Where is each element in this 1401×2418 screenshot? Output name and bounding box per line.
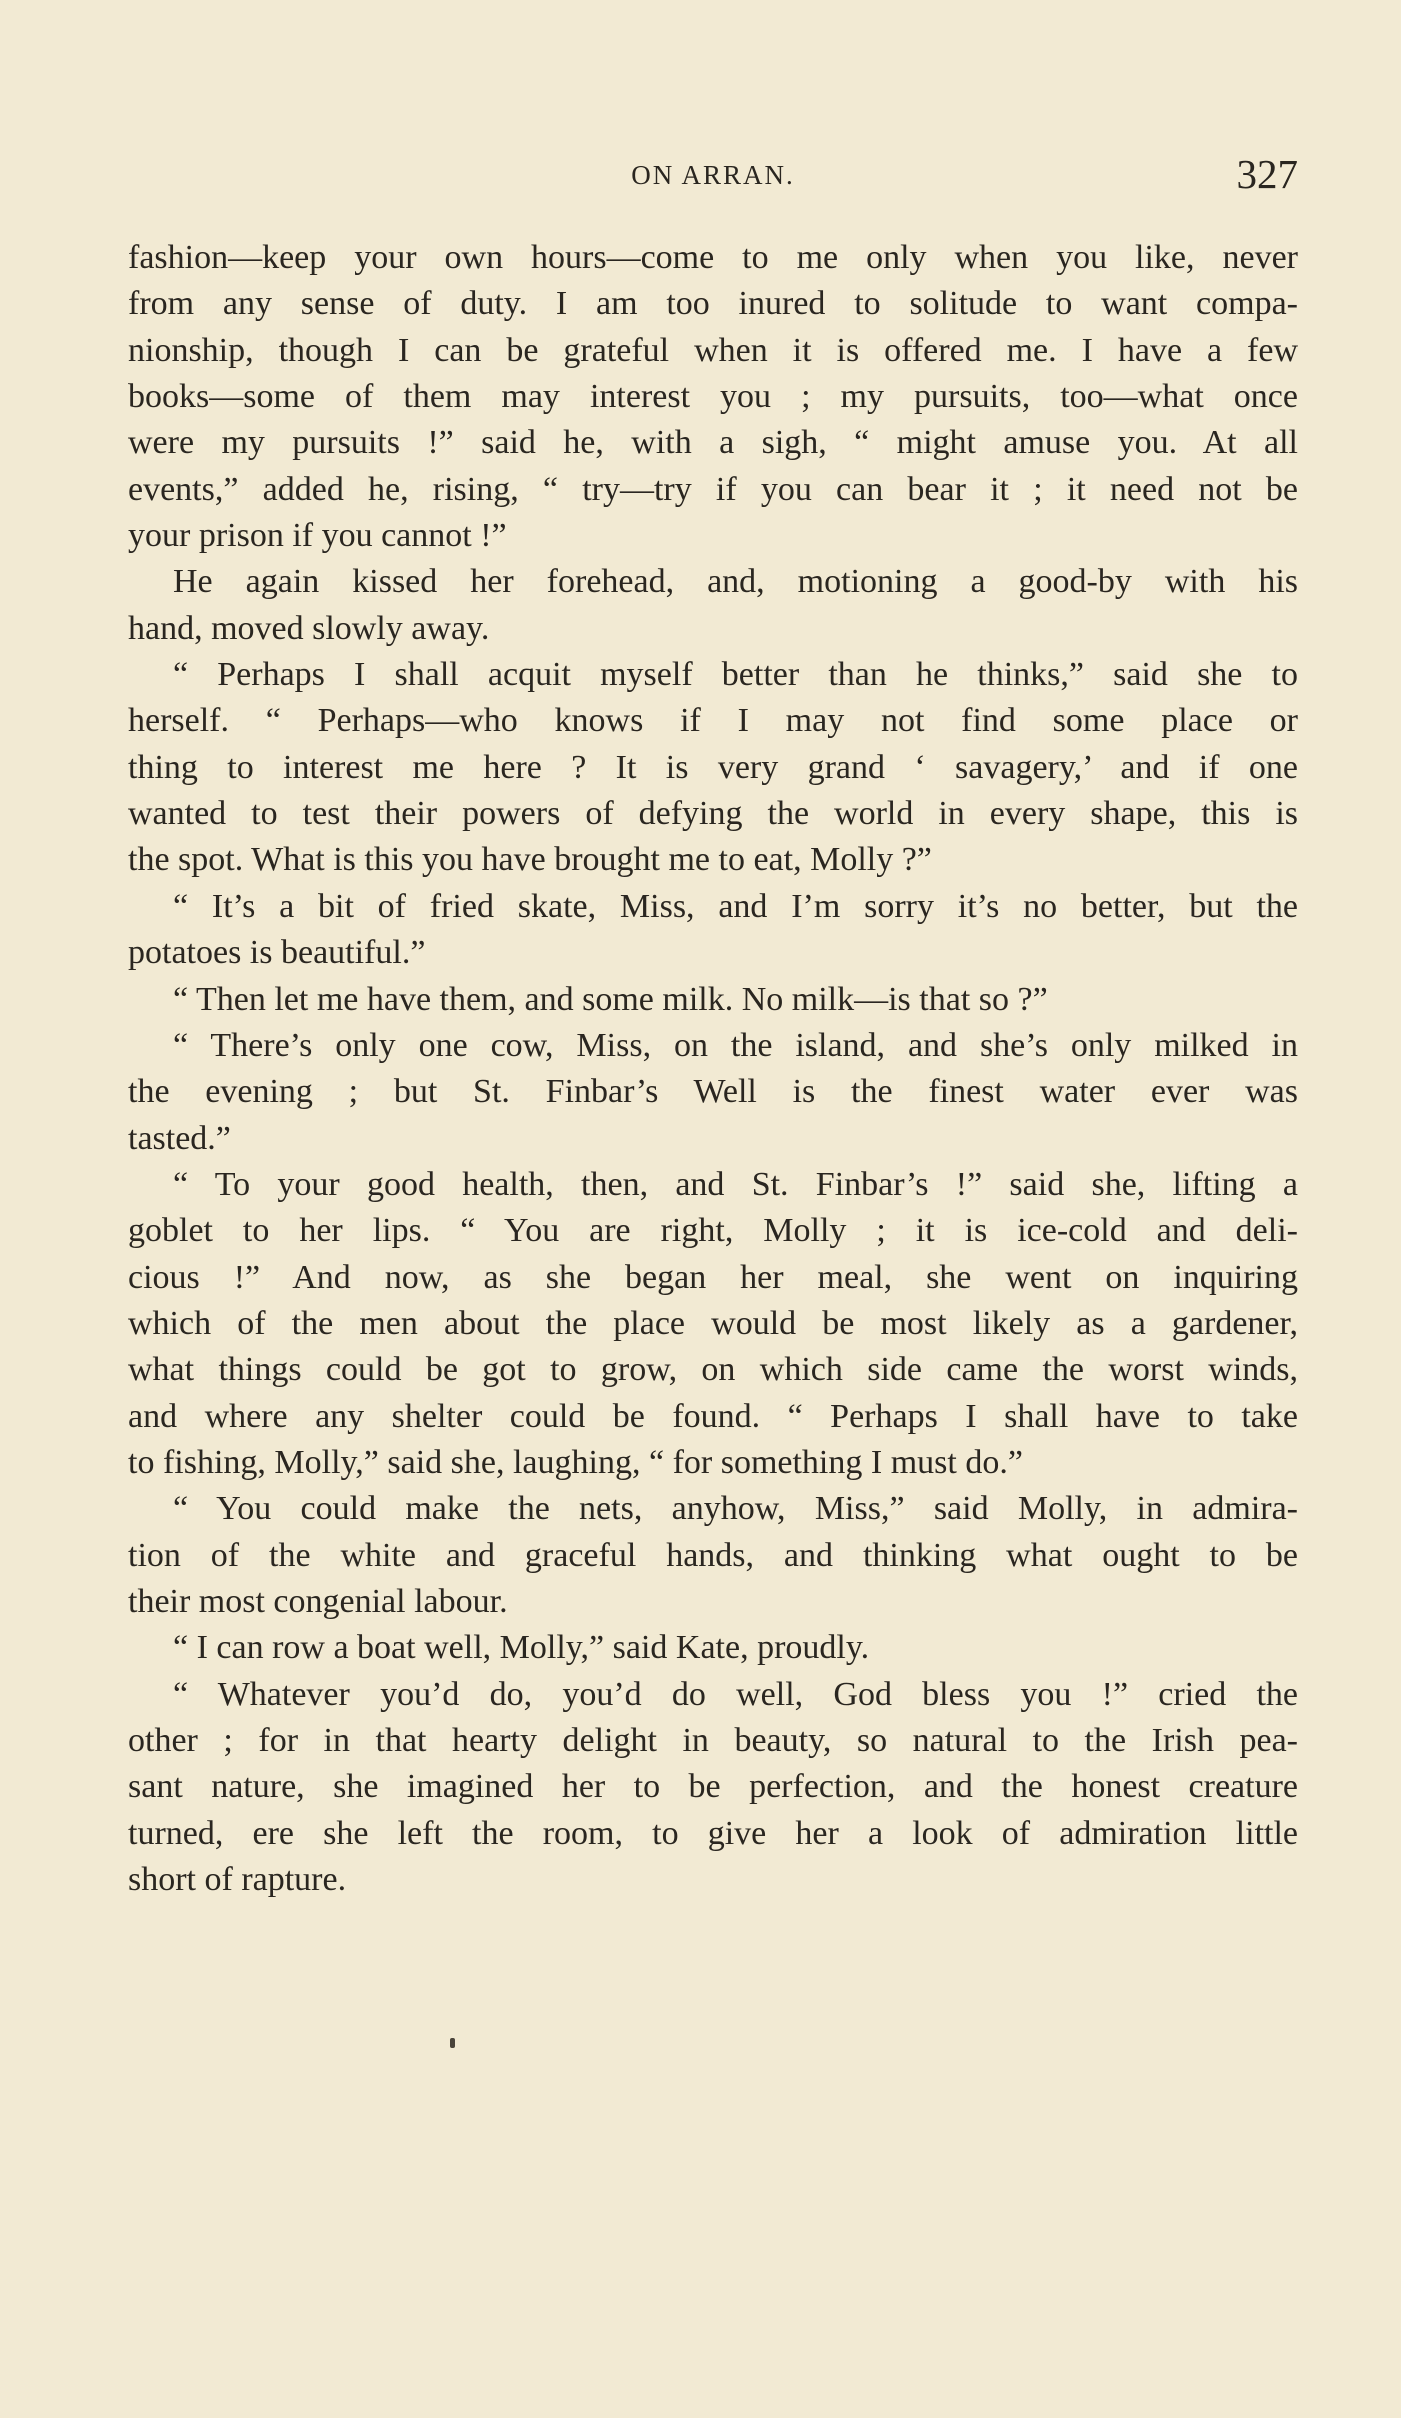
text-line: the spot. What is this you have brought me to eat, Molly ?” bbox=[128, 841, 932, 879]
body-text bbox=[128, 235, 1298, 1903]
text-line: “ Whatever you’d do, you’d do well, God bless you !” cried the bbox=[173, 1675, 1298, 1713]
text-line: the evening ; but St. Finbar’s Well is the finest water ever was bbox=[128, 1073, 1298, 1111]
running-head bbox=[128, 150, 1298, 210]
text-line: herself. “ Perhaps—who knows if I may not find some place or bbox=[128, 702, 1298, 740]
text-line: wanted to test their powers of defying the world in every shape, this is bbox=[128, 795, 1298, 833]
text-line: fashion—keep your own hours—come to me only when you like, never bbox=[128, 239, 1298, 276]
text-line: other ; for in that hearty delight in beauty, so natural to the Irish pea- bbox=[128, 1722, 1298, 1759]
text-line: “ It’s a bit of fried skate, Miss, and I’m sorry it’s no better, but the bbox=[173, 887, 1298, 925]
text-line: “ Perhaps I shall acquit myself better than he thinks,” said she to bbox=[173, 656, 1298, 694]
text-line: which of the men about the place would be most likely as a gardener, bbox=[128, 1304, 1298, 1342]
text-line: turned, ere she left the room, to give her a look of admiration little bbox=[128, 1814, 1298, 1852]
text-line: thing to interest me here ? It is very grand ‘ savagery,’ and if one bbox=[128, 748, 1298, 786]
text-line: cious !” And now, as she began her meal, she went on inquiring bbox=[128, 1258, 1298, 1296]
text-line: “ I can row a boat well, Molly,” said Kate, proudly. bbox=[173, 1629, 870, 1667]
text-line: sant nature, she imagined her to be perfection, and the honest creature bbox=[128, 1768, 1298, 1806]
text-line: “ Then let me have them, and some milk. No milk—is that so ?” bbox=[173, 980, 1048, 1018]
text-line: their most congenial labour. bbox=[128, 1582, 508, 1620]
text-line: “ There’s only one cow, Miss, on the island, and she’s only milked in bbox=[173, 1026, 1298, 1064]
text-line: to fishing, Molly,” said she, laughing, “ for something I must do.” bbox=[128, 1443, 1023, 1481]
text-line: were my pursuits !” said he, with a sigh, “ might amuse you. At all bbox=[128, 424, 1298, 462]
text-line: hand, moved slowly away. bbox=[128, 609, 490, 647]
text-line: nionship, though I can be grateful when it is offered me. I have a few bbox=[128, 331, 1298, 369]
text-line: books—some of them may interest you ; my pursuits, too—what once bbox=[128, 378, 1298, 416]
text-line: goblet to her lips. “ You are right, Molly ; it is ice-cold and deli- bbox=[128, 1212, 1298, 1250]
text-line: and where any shelter could be found. “ Perhaps I shall have to take bbox=[128, 1397, 1298, 1435]
text-line: He again kissed her forehead, and, motioning a good-by with his bbox=[173, 563, 1298, 601]
text-line: events,” added he, rising, “ try—try if you can bear it ; it need not be bbox=[128, 470, 1298, 508]
text-line: what things could be got to grow, on which side came the worst winds, bbox=[128, 1351, 1298, 1389]
text-line: tasted.” bbox=[128, 1119, 231, 1157]
text-line: your prison if you cannot !” bbox=[128, 517, 507, 555]
running-title: ON ARRAN. bbox=[631, 160, 795, 190]
text-line: potatoes is beautiful.” bbox=[128, 934, 426, 972]
page-number: 327 bbox=[1236, 151, 1298, 197]
text-line: from any sense of duty. I am too inured to solitude to want compa- bbox=[128, 285, 1298, 323]
text-line: short of rapture. bbox=[128, 1861, 347, 1899]
text-line: tion of the white and graceful hands, and thinking what ought to be bbox=[128, 1536, 1298, 1574]
text-line: “ To your good health, then, and St. Finbar’s !” said she, lifting a bbox=[173, 1165, 1298, 1203]
ink-speck bbox=[450, 2038, 455, 2048]
text-line: “ You could make the nets, anyhow, Miss,” said Molly, in admira- bbox=[173, 1490, 1298, 1528]
